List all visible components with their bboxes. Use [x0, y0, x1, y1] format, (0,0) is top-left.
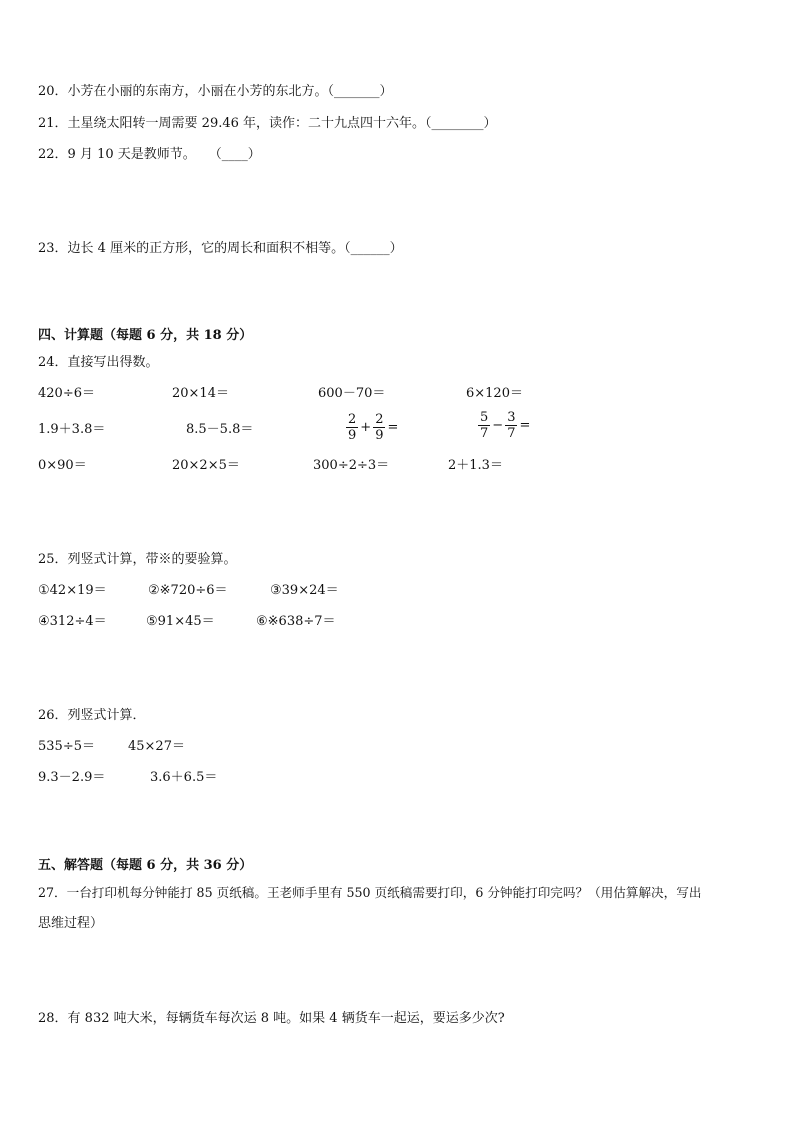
fraction-expression-2: $\frac{5}{7}$ − $\frac{3}{7}$ =	[480, 410, 531, 441]
calc-item: 420÷6＝	[38, 386, 95, 401]
calc-item: ②※720÷6＝	[148, 583, 228, 598]
question-26: 26．列竖式计算．	[38, 708, 146, 723]
question-27-line-1: 27．一台打印机每分钟能打 85 页纸稿。王老师手里有 550 页纸稿需要打印，6 分钟能打印完吗？（用估算解决，写出	[38, 885, 702, 900]
calc-item: ⑥※638÷7＝	[256, 614, 336, 629]
section-5-heading: 五、解答题（每题 6 分，共 36 分）	[38, 858, 253, 873]
fraction: $\frac{5}{7}$	[480, 410, 489, 441]
question-25: 25．列竖式计算，带※的要验算。	[38, 552, 237, 567]
question-22: 22．9 月 10 天是教师节。 （____）	[38, 147, 261, 162]
calc-item: ③39×24＝	[270, 583, 339, 598]
calc-item: 1.9＋3.8＝	[38, 422, 106, 437]
calc-item: ⑤91×45＝	[146, 614, 215, 629]
question-20: 20．小芳在小丽的东南方，小丽在小芳的东北方。（_______）	[38, 84, 393, 99]
calc-item: ④312÷4＝	[38, 614, 107, 629]
calc-item: 2＋1.3＝	[448, 458, 503, 473]
fraction: $\frac{2}{9}$	[348, 412, 357, 443]
calc-item: ①42×19＝	[38, 583, 107, 598]
question-24: 24．直接写出得数。	[38, 355, 159, 370]
question-21: 21．土星绕太阳转一周需要 29.46 年，读作：二十九点四十六年。（________）	[38, 116, 497, 131]
calc-item: 8.5－5.8＝	[186, 422, 254, 437]
calc-item: 535÷5＝	[38, 739, 95, 754]
calc-item: 600－70＝	[318, 386, 386, 401]
calc-item: 45×27＝	[128, 739, 185, 754]
calc-item: 6×120＝	[466, 386, 523, 401]
calc-item: 20×2×5＝	[172, 458, 240, 473]
question-27-line-2: 思维过程）	[38, 916, 104, 931]
question-23: 23．边长 4 厘米的正方形，它的周长和面积不相等。（______）	[38, 241, 403, 256]
fraction-expression-1: $\frac{2}{9}$ + $\frac{2}{9}$ =	[348, 412, 399, 443]
question-28: 28．有 832 吨大米，每辆货车每次运 8 吨。如果 4 辆货车一起运，要运多少次?	[38, 1011, 505, 1026]
calc-item: 0×90＝	[38, 458, 87, 473]
calc-item: 9.3－2.9＝	[38, 770, 106, 785]
section-4-heading: 四、计算题（每题 6 分，共 18 分）	[38, 328, 253, 343]
calc-item: 3.6＋6.5＝	[150, 770, 218, 785]
calc-item: 20×14＝	[172, 386, 229, 401]
fraction: $\frac{3}{7}$	[507, 410, 516, 441]
fraction: $\frac{2}{9}$	[375, 412, 384, 443]
calc-item: 300÷2÷3＝	[313, 458, 390, 473]
